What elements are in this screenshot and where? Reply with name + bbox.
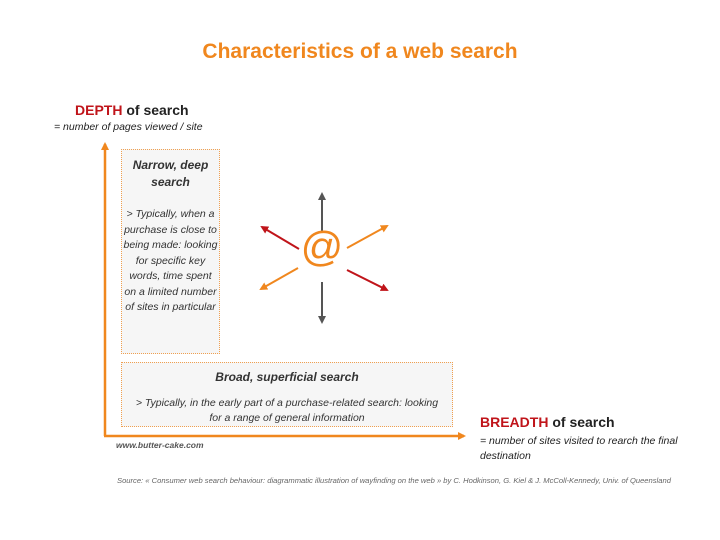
star-arrow-upper-right	[347, 226, 387, 248]
star-arrow-lower-right	[347, 270, 387, 290]
depth-title-rest: of search	[122, 102, 189, 118]
breadth-axis-title	[480, 414, 615, 430]
depth-title-accent: DEPTH	[75, 102, 123, 118]
broad-superficial-search-description: > Typically, in the early part of a purchase-related search: looking for a range of general information	[135, 397, 439, 424]
breadth-title-accent: BREADTH	[480, 414, 549, 430]
site-credit: www.butter-cake.com	[116, 440, 204, 450]
broad-superficial-search-heading: Broad, superficial search	[215, 370, 359, 384]
at-symbol-icon: @	[300, 223, 344, 270]
depth-axis-subtitle: = number of pages viewed / site	[54, 121, 203, 133]
breadth-axis-subtitle: = number of sites visited to rearch the final destination	[480, 435, 678, 462]
breadth-title-rest: of search	[548, 414, 615, 430]
narrow-deep-search-heading: Narrow, deep search	[132, 158, 209, 189]
slide-title: Characteristics of a web search	[202, 40, 518, 63]
source-citation: Source: « Consumer web search behaviour: diagrammatic illustration of wayfinding on the web » by C. Hodkinson, G. Kiel & J. McColl-Kennedy, Univ. of Queensland	[117, 476, 671, 485]
star-arrow-lower-left	[261, 268, 298, 289]
narrow-deep-search-description: > Typically, when a purchase is close to being made: looking for specific key words, time spent on a limited number of sites in particular	[123, 208, 218, 313]
